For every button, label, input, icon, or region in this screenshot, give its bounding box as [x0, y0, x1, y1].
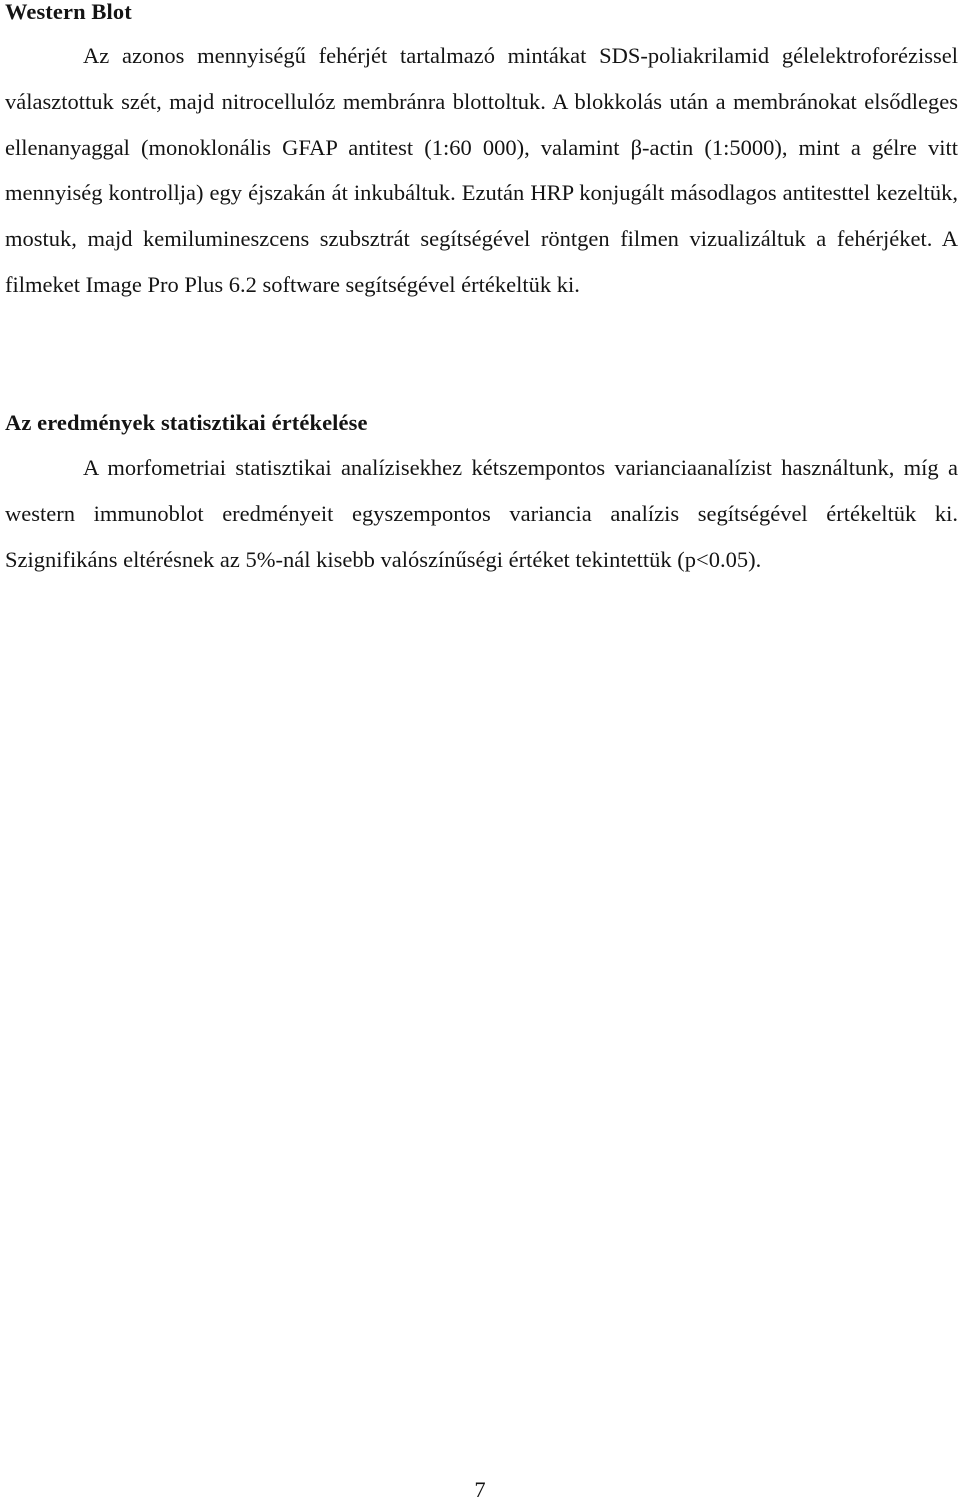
section-heading-statistics: Az eredmények statisztikai értékelése	[5, 410, 368, 435]
section-heading-western-blot: Western Blot	[5, 0, 132, 24]
paragraph-western-blot: Az azonos mennyiségű fehérjét tartalmazó mintákat SDS-poliakrilamid gélelektroforézissel választottuk szét, majd nitrocellulóz membránra blottoltuk. A blokkolás után a membránokat elsődleges ellenanyaggal (monoklonális GFAP antitest (1:60 000), valamint β-actin (1:5000), mint a gélre vitt mennyiség kontrollja) egy éjszakán át inkubáltuk. Ezután HRP konjugált másodlagos antitesttel kezeltük, mostuk, majd kemilumineszcens szubsztrát segítségével röntgen filmen vizualizáltuk a fehérjéket. A filmeket Image Pro Plus 6.2 software segítségével értékeltük ki.	[5, 43, 958, 297]
page-number: 7	[474, 1477, 486, 1502]
paragraph-statistics: A morfometriai statisztikai analízisekhez kétszempontos varianciaanalízist használtunk, míg a western immunoblot eredményeit egyszempontos variancia analízis segítségével értékeltük ki. Szignifikáns eltérésnek az 5%-nál kisebb valószínűségi értéket tekintettük (p<0.05).	[5, 455, 958, 572]
